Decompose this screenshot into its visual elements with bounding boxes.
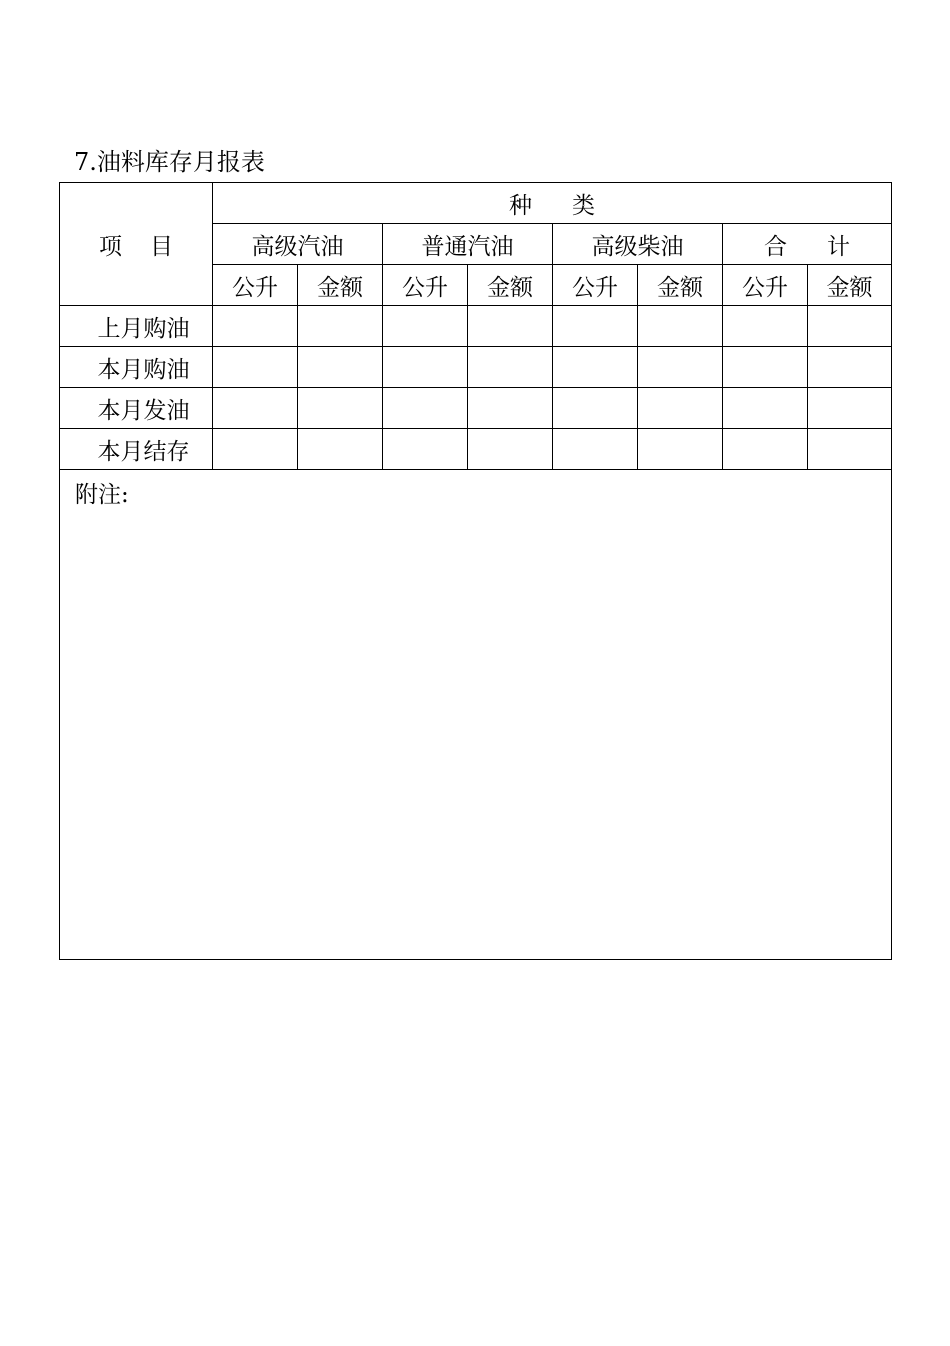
data-cell[interactable] <box>468 388 553 429</box>
amount-subheader: 金额 <box>638 265 723 306</box>
row-label: 上月购油 <box>60 306 213 347</box>
data-cell[interactable] <box>383 347 468 388</box>
data-cell[interactable] <box>468 347 553 388</box>
table-row <box>60 429 892 470</box>
data-cell[interactable] <box>553 306 638 347</box>
data-cell[interactable] <box>383 388 468 429</box>
data-cell[interactable] <box>808 429 892 470</box>
data-cell[interactable] <box>723 306 808 347</box>
data-cell[interactable] <box>213 347 298 388</box>
data-cell[interactable] <box>808 306 892 347</box>
notes-cell[interactable] <box>60 470 892 960</box>
data-cell[interactable] <box>298 429 383 470</box>
table-row <box>60 306 892 347</box>
data-cell[interactable] <box>808 388 892 429</box>
data-cell[interactable] <box>213 306 298 347</box>
liters-subheader: 公升 <box>553 265 638 306</box>
data-cell[interactable] <box>638 347 723 388</box>
row-label: 本月发油 <box>60 388 213 429</box>
fuel-type-header: 高级汽油 <box>213 224 383 265</box>
data-cell[interactable] <box>723 429 808 470</box>
amount-subheader: 金额 <box>808 265 892 306</box>
amount-subheader: 金额 <box>468 265 553 306</box>
data-cell[interactable] <box>298 388 383 429</box>
liters-subheader: 公升 <box>213 265 298 306</box>
liters-subheader: 公升 <box>723 265 808 306</box>
data-cell[interactable] <box>723 347 808 388</box>
total-header: 合计 <box>723 224 892 265</box>
data-cell[interactable] <box>553 388 638 429</box>
data-cell[interactable] <box>383 429 468 470</box>
table-row <box>60 347 892 388</box>
notes-label: 附注: <box>75 482 129 508</box>
data-cell[interactable] <box>638 429 723 470</box>
data-cell[interactable] <box>638 388 723 429</box>
table-row <box>60 388 892 429</box>
data-cell[interactable] <box>213 388 298 429</box>
row-label: 本月购油 <box>60 347 213 388</box>
data-cell[interactable] <box>468 306 553 347</box>
data-cell[interactable] <box>723 388 808 429</box>
fuel-type-header: 高级柴油 <box>553 224 723 265</box>
data-cell[interactable] <box>298 306 383 347</box>
liters-subheader: 公升 <box>383 265 468 306</box>
data-cell[interactable] <box>468 429 553 470</box>
data-cell[interactable] <box>383 306 468 347</box>
data-cell[interactable] <box>553 429 638 470</box>
data-cell[interactable] <box>638 306 723 347</box>
page-title: 7.油料库存月报表 <box>74 148 265 176</box>
category-header: 种类 <box>213 183 892 224</box>
oil-inventory-table <box>59 182 892 960</box>
data-cell[interactable] <box>553 347 638 388</box>
row-label: 本月结存 <box>60 429 213 470</box>
item-header: 项目 <box>60 183 213 306</box>
data-cell[interactable] <box>808 347 892 388</box>
data-cell[interactable] <box>298 347 383 388</box>
data-cell[interactable] <box>213 429 298 470</box>
fuel-type-header: 普通汽油 <box>383 224 553 265</box>
amount-subheader: 金额 <box>298 265 383 306</box>
